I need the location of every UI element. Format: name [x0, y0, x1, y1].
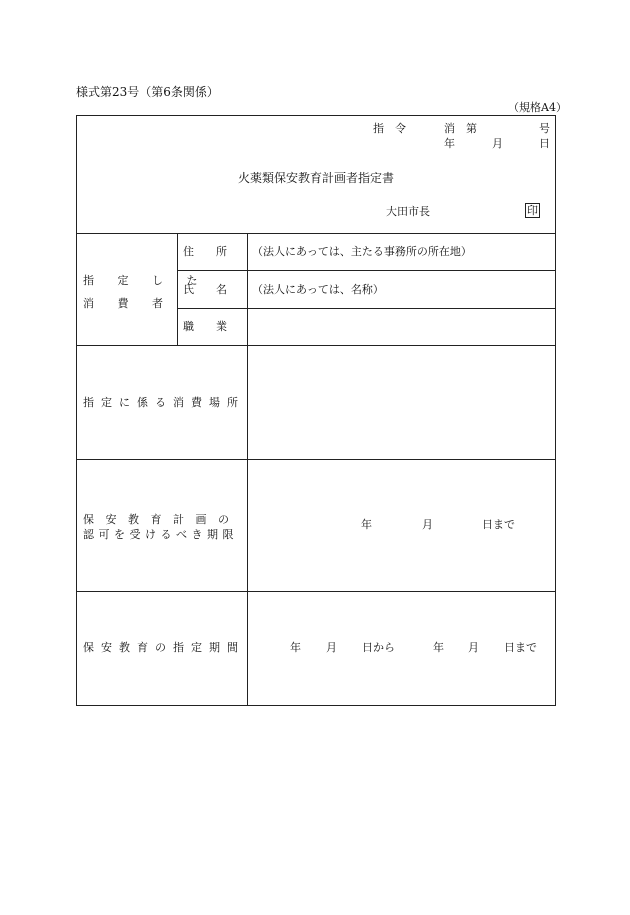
approval-month-label: 月 — [422, 518, 433, 531]
table-border-bottom — [76, 705, 556, 706]
table-border-top — [76, 115, 556, 116]
issuer-name: 大田市長 — [386, 205, 430, 218]
period-from-year-label: 年 — [290, 641, 301, 654]
address-note: （法人にあっては、主たる事務所の所在地） — [252, 245, 472, 258]
address-label: 住 所 — [183, 245, 227, 258]
rule-after-header — [76, 233, 556, 234]
consumption-place-label: 指定に係る消費場所 — [83, 396, 245, 409]
consumer-label-line1: 指 定 し た — [83, 274, 208, 287]
rule-after-name — [177, 308, 556, 309]
period-from-month-label: 月 — [326, 641, 337, 654]
rule-value-col — [247, 233, 248, 706]
shirei-label: 指 令 — [373, 122, 406, 135]
name-label: 氏 名 — [183, 283, 227, 296]
rule-after-approval — [76, 591, 556, 592]
period-to-day-label: 日まで — [504, 641, 537, 654]
issue-year-label: 年 — [444, 137, 455, 150]
approval-label-line1: 保 安 教 育 計 画 の — [83, 513, 229, 526]
form-number: 様式第23号（第6条関係） — [76, 85, 219, 99]
rule-after-consumer — [76, 345, 556, 346]
occupation-label: 職 業 — [183, 320, 227, 333]
rule-after-address — [177, 270, 556, 271]
paper-size-note: （規格A4） — [508, 101, 567, 114]
period-to-year-label: 年 — [433, 641, 444, 654]
table-border-left — [76, 115, 77, 706]
name-note: （法人にあっては、名称） — [252, 283, 384, 296]
go-label: 号 — [539, 122, 550, 135]
shobo-label: 消 第 — [444, 122, 477, 135]
rule-after-place — [76, 459, 556, 460]
consumer-label-line2: 消 費 者 — [83, 297, 163, 310]
seal-mark: 印 — [527, 204, 538, 217]
approval-year-label: 年 — [361, 518, 372, 531]
issue-day-label: 日 — [539, 137, 550, 150]
period-label: 保安教育の指定期間 — [83, 641, 245, 654]
approval-day-until-label: 日まで — [482, 518, 515, 531]
rule-consumer-subcol — [177, 233, 178, 346]
issue-month-label: 月 — [492, 137, 503, 150]
approval-label-line2: 認可を受けるべき期限 — [83, 528, 238, 541]
period-from-day-label: 日から — [362, 641, 395, 654]
document-title: 火薬類保安教育計画者指定書 — [238, 171, 395, 185]
table-border-right — [555, 115, 556, 706]
period-to-month-label: 月 — [468, 641, 479, 654]
